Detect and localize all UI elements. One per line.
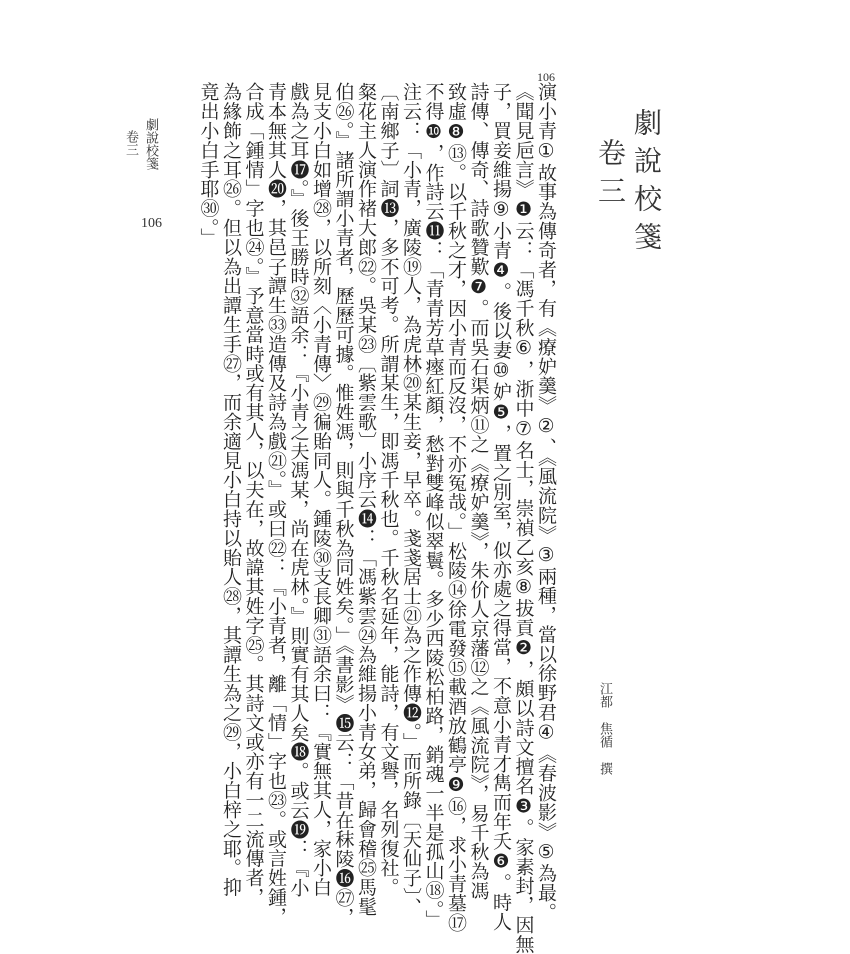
page-number-top: 106: [537, 70, 555, 84]
author-place: 江都: [597, 682, 612, 708]
text-column: 子，買妾維揚⑨小青❹。後以妻⑩妒❺，置之別室，似亦處之得當，不意小青才雋而年夭❻。時人: [490, 82, 512, 932]
running-head-volume: 卷三: [123, 130, 138, 156]
book-title-text: 劇說校箋: [630, 108, 663, 260]
text-column: 注云：「小青，廣陵⑲人，為虎林⑳某生妾，早卒。戔戔居士㉑為之作傳⓬。」而所錄〔天仙子〕、: [400, 82, 422, 917]
author-role: 撰: [597, 762, 612, 776]
running-head-title: 劇說校箋: [143, 118, 158, 170]
text-column: 見支小白如增㉘，以所刻〈小青傳〉㉙徧貽同人。鍾陵㉚支長卿㉛語余曰：『實無其人，家小白: [310, 82, 332, 897]
text-column: 詩傳、傳奇、詩歌贊歎❼。而吳石渠炳⑪之《療妒羹》，朱价人京藩⑫之《風流院》，易千秋為馮: [467, 82, 490, 901]
text-column: 不得❿，作詩云⓫：「青青芳草瘞紅顏，愁對雙峰似翠鬟。多少西陵松柏路，銷魂一半是孤山⑱。」: [422, 82, 445, 930]
text-column: 戲為之耳⓱。』後王勝時㉜語余：『小青之夫馮某，尚在虎林。』則實有其人矣⓲。或云⓳：『小: [287, 82, 310, 898]
page-number-side: 106: [141, 216, 162, 231]
author-byline: [593, 682, 615, 832]
text-column: 青本無其人⓴，其邑子譚生㉝造傳及詩為戲㉑。』或曰㉒：『小青者，離「情」字也㉓。或言姓鍾，: [265, 82, 287, 927]
text-column: 為緣飾之耳㉖。但以為出譚生手㉗，而余適見小白持以貽人㉘，其譚生為之㉙，小白梓之耶。抑: [220, 82, 242, 897]
text-column: 《聞見巵言》❶云：「馮千秋⑥，浙中⑦名士，崇禎乙亥⑧拔貢❷，頗以詩文擅名❸。家素封，因無: [512, 82, 535, 954]
text-column: 演小青①故事為傳奇者，有《療妒羹》②、《風流院》③兩種，當以徐野君④《春波影》⑤為最。: [535, 82, 557, 922]
text-column: 伯㉖。』諸所謂小青者，歷歷可據。惟姓馮，則與千秋為同姓矣。」《書影》⓯云：「昔在秣陵⓰㉗，: [332, 82, 355, 927]
volume-label: 卷三: [594, 138, 627, 214]
book-title: [594, 108, 664, 308]
running-head: [123, 118, 160, 170]
text-column: 粲花主人演作褚大郎㉒。吳某㉓〔紫雲歌〕小序云⓮：「馮紫雲㉔為維揚小青女弟，歸會稽㉕馬髦: [355, 82, 377, 917]
text-column: 竟出小白手耶㉚。」: [197, 82, 220, 248]
author-name: 焦循: [597, 722, 612, 749]
text-column: 〔南鄉子〕詞⓭，多不可考。所謂某生，即馮千秋也。千秋名延年，能詩，有文譽，名列復社。: [377, 82, 400, 897]
body-text: [197, 82, 557, 954]
text-column: 合成「鍾情」字也㉔。』予意當時或有其人，以夫在，故諱其姓字㉕。其詩文或亦有一二流傳者，: [242, 82, 265, 907]
text-column: 致虛❽⑬。以千秋之才，因小青而反沒，不亦冤哉。」松陵⑭徐電發⑮載酒放鶴亭❾⑯，求小青墓⑰: [445, 82, 467, 933]
